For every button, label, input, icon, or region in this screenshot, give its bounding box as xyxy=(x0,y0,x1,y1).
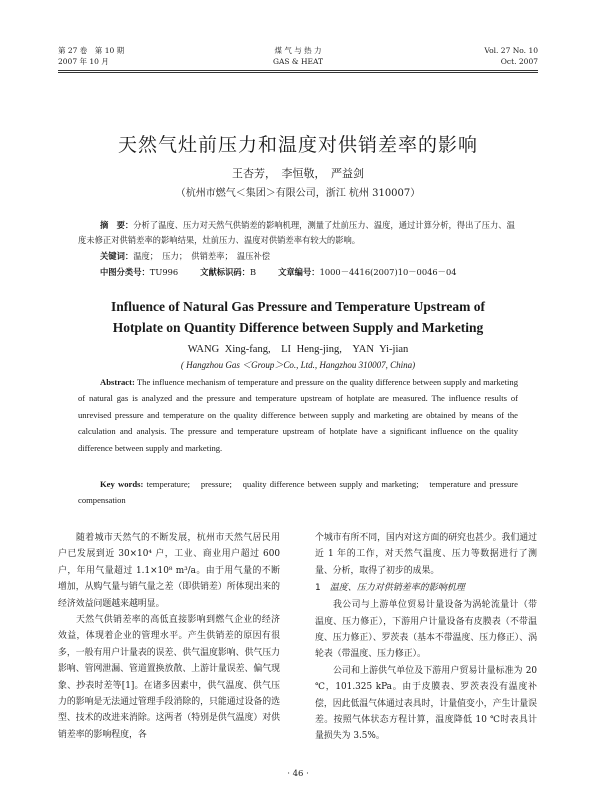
volume-issue: 第 27 卷 第 10 期 xyxy=(58,46,125,55)
header-rule xyxy=(58,70,538,71)
chinese-affiliation: （杭州市燃气＜集团＞有限公司，浙江 杭州 310007） xyxy=(175,188,421,199)
article-number-label: 文章编号： xyxy=(278,267,320,277)
english-authors: WANG Xing-fang, LI Heng-jing, YAN Yi-jian xyxy=(187,344,409,355)
journal-name-en: GAS & HEAT xyxy=(272,57,323,66)
english-title-line2: Hotplate on Quantity Difference between Supply and Marketing xyxy=(112,320,484,335)
english-affiliation: ( Hangzhou Gas ＜Group＞Co., Ltd., Hangzhou 310007, China) xyxy=(180,360,416,370)
body-paragraph: 个城市有所不同，国内对这方面的研究也甚少。我们通过近 1 年的工作，对天然气温度、压力等数据进行了测量、分析，取得了初步的成果。 xyxy=(315,533,537,576)
body-column-right xyxy=(315,530,537,745)
classification-info xyxy=(100,266,457,279)
article-number-value: 1000－4416(2007)10－0046－04 xyxy=(319,267,457,277)
body-column-left xyxy=(58,530,280,743)
chinese-abstract-text: 分析了温度、压力对天然气供销差的影响机理，测量了灶前压力、温度，通过计算分析，得出了压力、温度未修正对供销差率的影响结果，灶前压力、温度对供销差率有较大的影响。 xyxy=(78,220,515,245)
body-paragraph: 天然气供销差率的高低直接影响到燃气企业的经济效益，体现着企业的管理水平。产生供销差的原因有很多，一般有用户计量表的误差、供气温度影响、供气压力影响、管网泄漏、管道置换放散、上游计量误差、偏气现象、抄表时差等[1]。在诸多因素中，供气温度、供气压力的影响是无法通过管理手段消除的，只能通过设备的选型、技术的改进来消除。这两者（特别是供气温度）对供销差率的影响程度，各 xyxy=(58,615,280,740)
clc-value: TU996 xyxy=(149,267,179,277)
journal-name-cn: 煤 气 与 热 力 xyxy=(274,46,322,55)
section-title: 温度、压力对供销差率的影响机理 xyxy=(329,583,465,594)
body-paragraph: 随着城市天然气的不断发展，杭州市天然气居民用户已发展到近 30×10⁴ 户，工业、商业用户超过 600 户，年用气量超过 1.1×10⁸ m³/a。由于用气量的不断增加，从购气量与销气量之差（即供销差）所体现出来的经济效益问题越来越明显。 xyxy=(58,533,280,609)
journal-vol-en-header xyxy=(484,45,538,67)
section-heading xyxy=(315,579,537,597)
english-title xyxy=(0,296,596,338)
english-abstract-label: Abstract: xyxy=(100,377,135,387)
english-abstract-text: The influence mechanism of temperature and pressure on the quality difference between supply and marketing of natural gas is analyzed and the pressure and temperature upstream of hotplate are measured. The influence results of unrevised pressure and temperature on the quality difference between supply and marketing are obtained by means of the calculation and analysis. The pressure and temperature upstream of hotplate have a significant influence on the quality difference between supply and marketing. xyxy=(78,377,518,453)
header-rule-thin xyxy=(58,72,538,73)
doc-code-label: 文献标识码： xyxy=(200,267,250,277)
english-title-line1: Influence of Natural Gas Pressure and Temperature Upstream of xyxy=(111,299,485,314)
english-keywords-label: Key words: xyxy=(100,479,144,489)
chinese-authors: 王杏芳， 李恒敬， 严益剑 xyxy=(232,167,364,180)
chinese-keywords-label: 关键词： xyxy=(100,251,134,261)
page-number: · 46 · xyxy=(287,769,309,779)
chinese-title: 天然气灶前压力和温度对供销差率的影响 xyxy=(117,134,478,156)
doc-code-value: B xyxy=(249,267,257,277)
body-paragraph: 我公司与上游单位贸易计量设备为涡轮流量计（带温度、压力修正），下游用户计量设备有皮膜表（不带温度、压力修正）、罗茨表（基本不带温度、压力修正）、涡轮表（带温度、压力修正）。 xyxy=(315,600,537,660)
chinese-abstract xyxy=(78,218,518,248)
section-number: 1 xyxy=(315,583,321,594)
english-abstract xyxy=(78,374,518,456)
english-keywords xyxy=(78,476,518,509)
english-keywords-text: temperature; pressure; quality difference between supply and marketing; temperature and pressure compensation xyxy=(78,479,518,506)
issue-date-en: Oct. 2007 xyxy=(500,57,538,66)
chinese-keywords xyxy=(78,250,518,263)
body-paragraph: 公司和上游供气单位及下游用户贸易计量标准为 20 ℃，101.325 kPa。由于皮膜表、罗茨表没有温度补偿，因此低温气体通过表具时，计量值变小，产生计量误差。按照气体状态方程计算，温度降低 10 ℃时表具计量损失为 3.5%。 xyxy=(315,665,537,742)
chinese-keywords-text: 温度； 压力； 供销差率； 温压补偿 xyxy=(133,251,271,261)
chinese-abstract-label: 摘 要： xyxy=(100,220,134,230)
issue-date: 2007 年 10 月 xyxy=(58,57,109,66)
volume-issue-en: Vol. 27 No. 10 xyxy=(484,46,538,55)
clc-label: 中图分类号： xyxy=(100,267,150,277)
